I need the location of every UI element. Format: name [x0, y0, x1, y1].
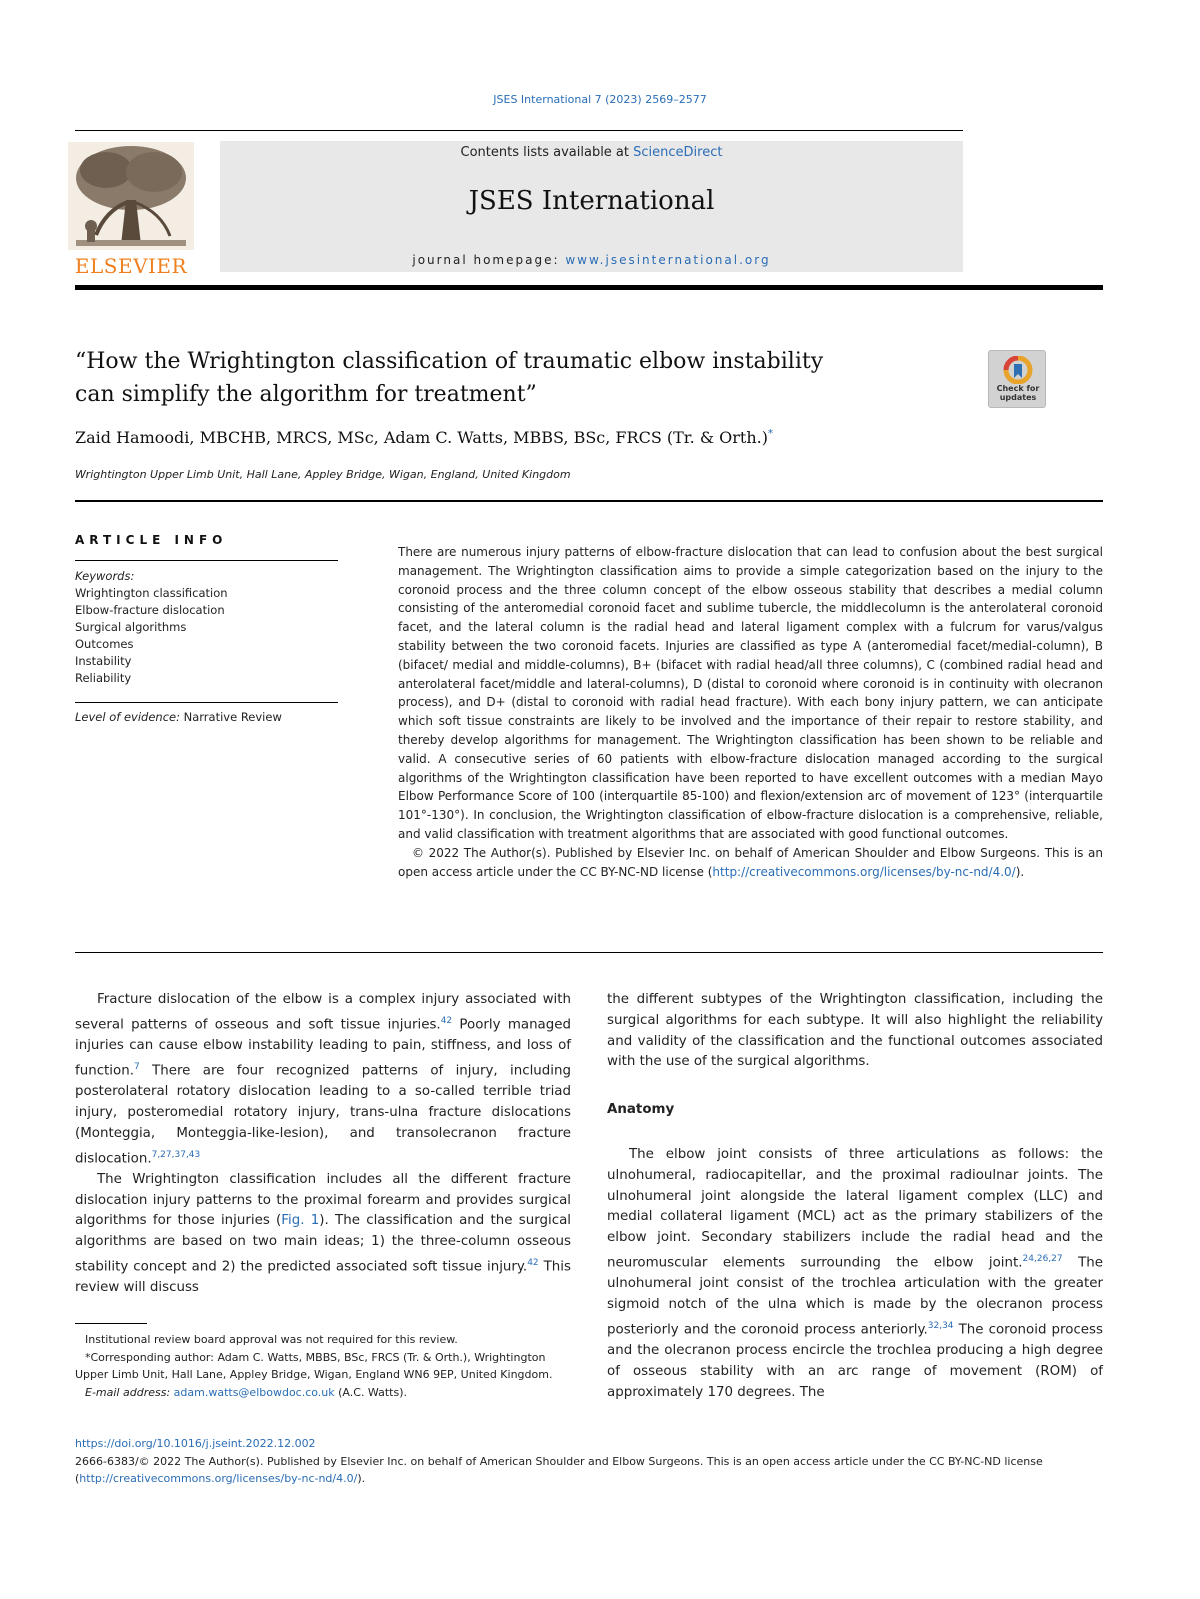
email-suffix: (A.C. Watts). [334, 1385, 407, 1399]
crossmark-label-1: Check for [996, 384, 1040, 393]
keyword-item: Outcomes [75, 637, 134, 651]
keyword-item: Instability [75, 654, 132, 668]
crossmark-label-2: updates [999, 393, 1037, 402]
body-paragraph [75, 1170, 571, 1299]
homepage-prefix: journal homepage: [412, 253, 566, 267]
journal-reference[interactable]: JSES International 7 (2023) 2569–2577 [493, 93, 707, 106]
license-link[interactable]: http://creativecommons.org/licenses/by-nc-nd/4.0/ [712, 864, 1016, 879]
authors-text: Zaid Hamoodi, MBCHB, MRCS, MSc, Adam C. Watts, MBBS, BSc, FRCS (Tr. & Orth.) [75, 428, 768, 447]
body-paragraph [607, 1145, 1103, 1404]
body-column-right [607, 990, 1103, 1403]
abstract-rule [75, 952, 1103, 953]
top-rule [75, 130, 963, 131]
issn-end: ). [357, 1472, 366, 1485]
journal-header [220, 141, 963, 272]
section-heading: Anatomy [607, 1102, 675, 1118]
title-line-2: can simplify the algorithm for treatment” [75, 382, 537, 407]
email-link[interactable]: adam.watts@elbowdoc.co.uk [173, 1385, 335, 1399]
text-run: This review will discuss [75, 1259, 571, 1296]
keywords-rule [75, 702, 338, 703]
elsevier-wordmark: ELSEVIER [74, 254, 188, 278]
title-rule [75, 500, 1103, 502]
page-footer [75, 1435, 1103, 1488]
body-paragraph: the different subtypes of the Wrightington classification, including the surgical algorithms for each subtype. It will also highlight the reliability and validity of the classification and the functional outcomes associated with the use of the surgical algorithms. [607, 992, 1103, 1070]
text-run: Poorly managed injuries can cause elbow instability leading to pain, stiffness, and loss of function. [75, 1017, 571, 1079]
issn-text: 2666-6383/© 2022 The Author(s). Published by Elsevier Inc. on behalf of American Shoulder and Elbow Surgeons. This is an open access article under the CC BY-NC-ND license ( [75, 1454, 1043, 1485]
article-info-rule [75, 560, 338, 561]
sciencedirect-link[interactable]: ScienceDirect [633, 145, 723, 160]
homepage-link[interactable]: www.jsesinternational.org [565, 253, 771, 267]
text-run: The elbow joint consists of three articulations as follows: the ulnohumeral, radiocapitellar, and the proximal radioulnar joints. The ulnohumeral joint alongside the lateral ligament complex (LLC) and medial collateral ligament (MCL) act as the primary stabilizers of the elbow joint. Secondary stabilizers include the radial head and the neuromuscular elements surrounding the elbow joint. [607, 1146, 1103, 1271]
copyright-end: ). [1015, 864, 1025, 879]
body-column-left [75, 990, 571, 1299]
abstract-text: There are numerous injury patterns of elbow-fracture dislocation that can lead to confusion about the best surgical management. The Wrightington classification aims to provide a simple categorization based on the injury to the coronoid process and the three column concept of the elbow osseous stability that describes a medial column consisting of the anteromedial coronoid facet and sublime tubercle, the middlecolumn is the anterolateral coronoid facet, and the lateral column is the radial head and lateral ligament complex with a fulcrum for varus/valgus stability between the two coronoid facets. Injuries are classified as type A (anteromedial facet/medial-column), B (bifacet/ medial and middle-columns), B+ (bifacet with radial head/all three columns), C (combined radial head and anterolateral facet/middle and lateral-columns), D (distal to coronoid where coronoid is in continuity with olecranon process), and D+ (distal to coronoid with radial head fracture). With each bony injury pattern, we can anticipate which soft tissue constraints are likely to be involved and the importance of their repair to restore stability, and thereby develop algorithms for management. The Wrightington classification has been shown to be reliable and valid. A consecutive series of 60 patients with elbow-fracture dislocation managed according to the surgical algorithms of the Wrightington classification have been reported to have excellent outcomes with a median Mayo Elbow Performance Score of 100 (interquartile 85-100) and flexion/extension arc of movement of 123° (interquartile 101°-130°). In conclusion, the Wrightington classification of elbow-fracture dislocation is a comprehensive, reliable, and valid classification with treatment algorithms that are associated with good functional outcomes. [398, 545, 1103, 841]
author-list [75, 428, 1075, 447]
citation-link[interactable]: 7,27,37,43 [151, 1149, 201, 1160]
crossmark-icon [1002, 356, 1034, 384]
article-title [75, 345, 965, 411]
abstract [398, 543, 1103, 881]
title-line-1: “How the Wrightington classification of traumatic elbow instability [75, 349, 824, 374]
level-of-evidence [75, 710, 338, 724]
text-run: ). The classification and the surgical algorithms are based on two main ideas; 1) the three-column osseous stability concept and 2) the predicted associated soft tissue injury. [75, 1213, 572, 1275]
crossmark-button[interactable] [988, 350, 1046, 408]
footnote-corresponding: *Corresponding author: Adam C. Watts, MBBS, BSc, FRCS (Tr. & Orth.), Wrightington Upper Limb Unit, Hall Lane, Appley Bridge, Wigan, England WN6 9EP, United Kingdom. [75, 1350, 553, 1381]
keyword-item: Elbow-fracture dislocation [75, 603, 225, 617]
crossmark-label [989, 384, 1047, 402]
footnote-email [75, 1384, 571, 1402]
footnotes [75, 1331, 571, 1401]
text-run: There are four recognized patterns of injury, including posterolateral rotatory dislocation leading to a so-called terrible triad injury, posteromedial rotatory injury, trans-ulna fracture dislocations (Monteggia, Monteggia-like-lesion), and transolecranon fracture dislocation. [75, 1063, 571, 1166]
keywords-block [75, 568, 338, 687]
affiliation: Wrightington Upper Limb Unit, Hall Lane, Appley Bridge, Wigan, England, United Kingdom [75, 468, 571, 481]
elsevier-logo[interactable] [66, 140, 196, 280]
header-rule [75, 285, 1103, 290]
footer-license-link[interactable]: http://creativecommons.org/licenses/by-nc-nd/4.0/ [79, 1472, 358, 1485]
evidence-value: Narrative Review [179, 710, 282, 724]
text-run: The Wrightington classification includes all the different fracture dislocation injury patterns to the proximal forearm and provides surgical algorithms for those injuries ( [75, 1171, 571, 1229]
citation-link[interactable]: 42 [440, 1015, 453, 1026]
issn-line [75, 1453, 1103, 1488]
email-label: E-mail address: [85, 1385, 174, 1399]
corresponding-author-mark[interactable]: * [768, 428, 773, 440]
copyright-text: © 2022 The Author(s). Published by Elsevier Inc. on behalf of American Shoulder and Elbow Surgeons. This is an open access article under the CC BY-NC-ND license ( [398, 845, 1103, 879]
body-paragraph [75, 990, 571, 1170]
journal-title: JSES International [468, 186, 715, 216]
text-run: The coronoid process and the olecranon process encircle the trochlea producing a high degree of osseous stability with an arc range of movement (ROM) of approximately 170 degrees. The [607, 1322, 1103, 1400]
contents-line [220, 145, 963, 160]
evidence-label: Level of evidence: [75, 710, 180, 724]
elsevier-tree-icon [66, 140, 196, 252]
article-info-heading: ARTICLE INFO [75, 533, 228, 547]
figure-link[interactable]: Fig. 1 [281, 1213, 320, 1229]
homepage-line [220, 253, 963, 267]
abstract-copyright [398, 844, 1103, 882]
citation-link[interactable]: 7 [133, 1061, 140, 1072]
citation-link[interactable]: 42 [527, 1257, 539, 1268]
keyword-item: Surgical algorithms [75, 620, 187, 634]
footnote-irb: Institutional review board approval was not required for this review. [85, 1333, 458, 1346]
citation-link[interactable]: 32,34 [927, 1320, 954, 1331]
footnote-rule [75, 1323, 147, 1324]
keywords-label: Keywords: [75, 569, 135, 583]
doi-link[interactable]: https://doi.org/10.1016/j.jseint.2022.12.002 [75, 1437, 316, 1450]
citation-link[interactable]: 24,26,27 [1022, 1253, 1063, 1264]
text-run: Fracture dislocation of the elbow is a complex injury associated with several patterns of osseous and soft tissue injuries. [75, 992, 571, 1033]
keyword-item: Reliability [75, 671, 132, 685]
contents-prefix: Contents lists available at [460, 145, 634, 160]
text-run: The ulnohumeral joint consist of the trochlea articulation with the greater sigmoid notch of the ulna which is made by the olecranon process posteriorly and the coronoid process anteriorly. [607, 1255, 1103, 1338]
keyword-item: Wrightington classification [75, 586, 228, 600]
